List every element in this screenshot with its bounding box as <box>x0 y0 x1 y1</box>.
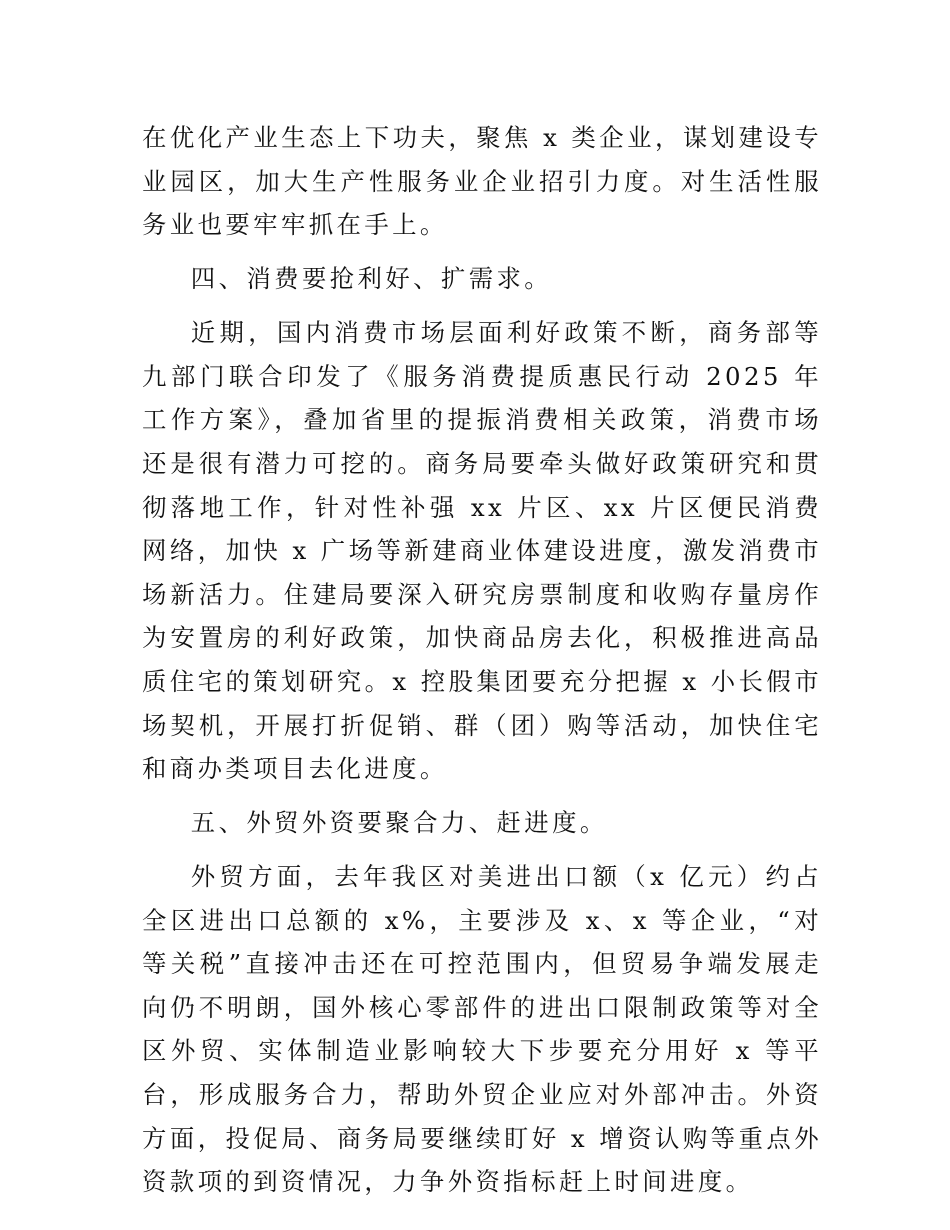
document-body <box>142 116 822 1204</box>
paragraph-industry-ecology: 在优化产业生态上下功夫，聚焦 x 类企业，谋划建设专业园区，加大生产性服务业企业招引力度。对生活性服务业也要牢牢抓在手上。 <box>142 123 822 240</box>
paragraph-foreign-trade: 外贸方面，去年我区对美进出口额（x 亿元）约占全区进出口总额的 x%，主要涉及 x、x 等企业，“对等关税”直接冲击还在可控范围内，但贸易争端发展走向仍不明朗，国外核心零部件的进出口限制政策等对全区外贸、实体制造业影响较大下步要充分用好 x 等平台，形成服务合力，帮助外贸企业应对外部冲击。外资方面，投促局、商务局要继续盯好 x 增资认购等重点外资款项的到资情况，力争外资指标赶上时间进度。 <box>142 862 822 1197</box>
paragraph-consumption: 近期，国内消费市场层面利好政策不断，商务部等九部门联合印发了《服务消费提质惠民行动 2025 年工作方案》，叠加省里的提振消费相关政策，消费市场还是很有潜力可挖的。商务局要牵头做好政策研究和贯彻落地工作，针对性补强 xx 片区、xx 片区便民消费网络，加快 x 广场等新建商业体建设进度，激发消费市场新活力。住建局要深入研究房票制度和收购存量房作为安置房的利好政策，加快商品房去化，积极推进高品质住宅的策划研究。x 控股集团要充分把握 x 小长假市场契机，开展打折促销、群（团）购等活动，加快住宅和商办类项目去化进度。 <box>142 318 822 784</box>
section-heading-consumption: 四、消费要抢利好、扩需求。 <box>190 264 553 294</box>
section-heading-foreign-trade: 五、外贸外资要聚合力、赶进度。 <box>190 808 608 838</box>
